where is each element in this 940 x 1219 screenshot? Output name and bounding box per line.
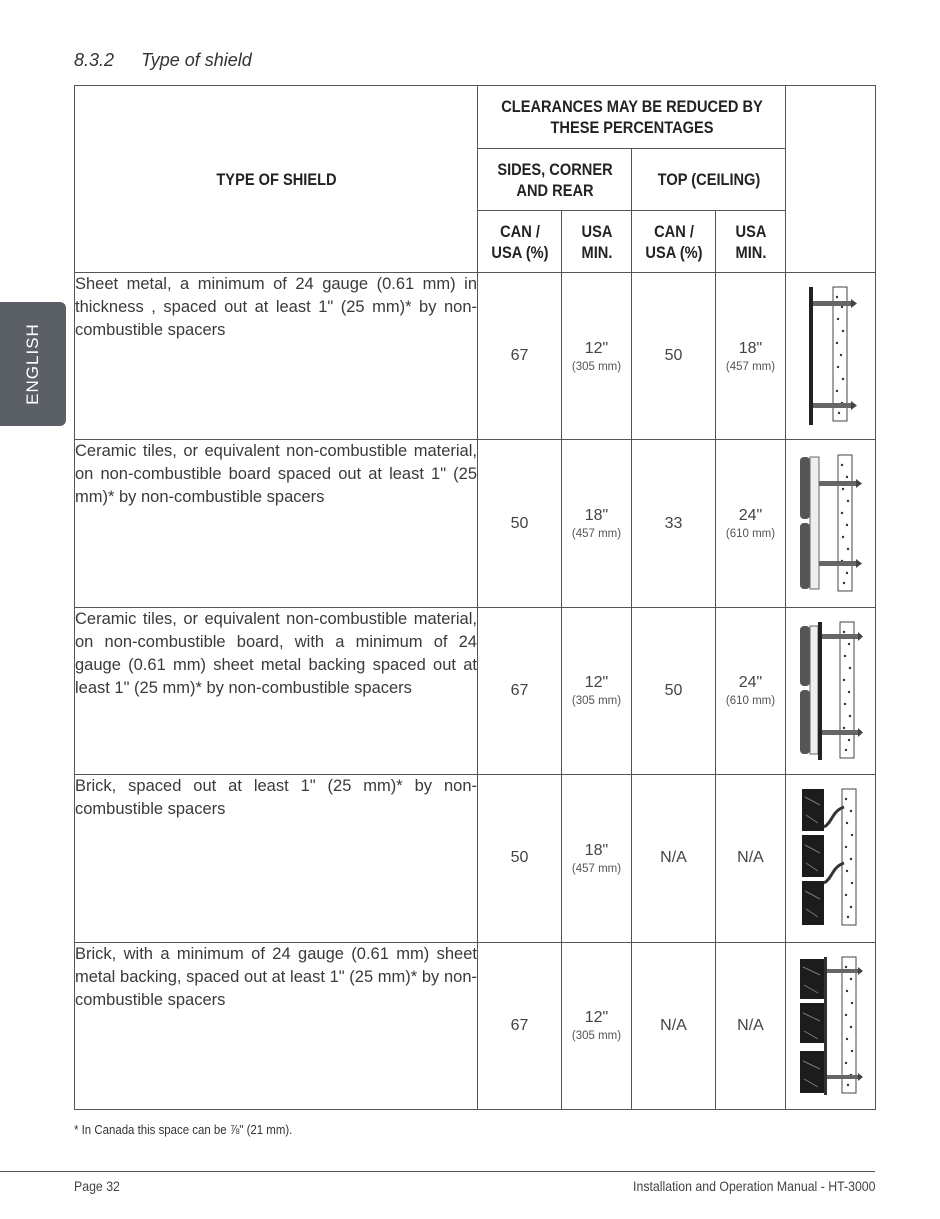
sides-min [562,942,632,1109]
sides-min-inches: 18" [584,841,609,859]
sides-min-inches: 12" [584,339,609,357]
ceramic-tile-metal-backing-shield-icon [786,607,876,774]
top-pct: N/A [632,942,716,1109]
table-row [75,273,876,440]
brick-shield-icon [786,775,876,942]
header-sides-corner-rear: SIDES, CORNER AND REAR [488,149,620,211]
top-min-inches: N/A [737,849,764,867]
sides-min-mm: (305 mm) [571,1030,622,1043]
shield-description: Sheet metal, a minimum of 24 gauge (0.61 mm) in thickness , spaced out at least 1" (25 mm)* by non-combustible spacers [75,273,478,440]
header-top-ceiling: TOP (CEILING) [642,149,774,211]
footnote: * In Canada this space can be ⅞" (21 mm). [74,1122,293,1137]
section-title: Type of shield [141,50,252,70]
header-top-can-usa-pct: CAN / USA (%) [637,211,709,273]
footer-divider [0,1171,875,1172]
shield-description: Brick, spaced out at least 1" (25 mm)* by non-combustible spacers [75,775,478,942]
top-min-inches: 24" [738,674,763,692]
header-top-usa-min: USA MIN. [720,211,780,273]
top-pct: 33 [632,440,716,607]
top-min-mm: (457 mm) [725,360,776,373]
header-clearances: CLEARANCES MAY BE REDUCED BY THESE PERCENTAGES [499,86,764,149]
table-row [75,942,876,1109]
section-heading [74,50,252,71]
table-row [75,775,876,942]
top-min [716,775,786,942]
sides-min [562,440,632,607]
top-min-inches: 24" [738,507,763,525]
sides-min-mm: (305 mm) [571,695,622,708]
top-min-mm: (610 mm) [725,528,776,541]
top-min [716,273,786,440]
sides-min [562,775,632,942]
sides-pct: 50 [478,775,562,942]
header-sides-usa-min: USA MIN. [566,211,626,273]
language-tab[interactable] [0,302,66,426]
top-min [716,942,786,1109]
manual-title: Installation and Operation Manual - HT-3000 [632,1178,875,1194]
shield-description: Ceramic tiles, or equivalent non-combustible material, on non-combustible board spaced out at least 1" (25 mm)* by non-combustible spacers [75,440,478,607]
top-pct: 50 [632,607,716,774]
sides-min [562,607,632,774]
header-type-of-shield: TYPE OF SHIELD [103,86,450,273]
top-min [716,607,786,774]
language-tab-label: ENGLISH [23,323,42,405]
sides-pct: 67 [478,273,562,440]
sides-min-mm: (457 mm) [571,862,622,875]
sides-min-mm: (305 mm) [571,360,622,373]
table-row [75,440,876,607]
brick-metal-backing-shield-icon [786,942,876,1109]
sheet-metal-shield-icon [786,273,876,440]
sides-min-inches: 12" [584,1009,609,1027]
top-pct: 50 [632,273,716,440]
sides-min-inches: 12" [584,674,609,692]
sides-pct: 67 [478,942,562,1109]
top-pct: N/A [632,775,716,942]
sides-min-mm: (457 mm) [571,528,622,541]
top-min-inches: 18" [738,339,763,357]
section-number: 8.3.2 [74,50,115,70]
ceramic-tile-shield-icon [786,440,876,607]
top-min-mm: (610 mm) [725,695,776,708]
shield-description: Brick, with a minimum of 24 gauge (0.61 mm) sheet metal backing, spaced out at least 1" (25 mm)* by non-combustible spacers [75,942,478,1109]
sides-pct: 50 [478,440,562,607]
shield-description: Ceramic tiles, or equivalent non-combustible material, on non-combustible board, with a minimum of 24 gauge (0.61 mm) sheet metal backing spaced out at least 1" (25 mm)* by non-combustible spacers [75,607,478,774]
table-row [75,607,876,774]
sides-pct: 67 [478,607,562,774]
top-min-inches: N/A [737,1016,764,1034]
header-sides-can-usa-pct: CAN / USA (%) [483,211,555,273]
top-min [716,440,786,607]
shield-clearance-table [74,85,876,1110]
sides-min-inches: 18" [584,507,609,525]
page-number: Page 32 [74,1178,120,1194]
header-illustration-blank [792,86,869,273]
sides-min [562,273,632,440]
